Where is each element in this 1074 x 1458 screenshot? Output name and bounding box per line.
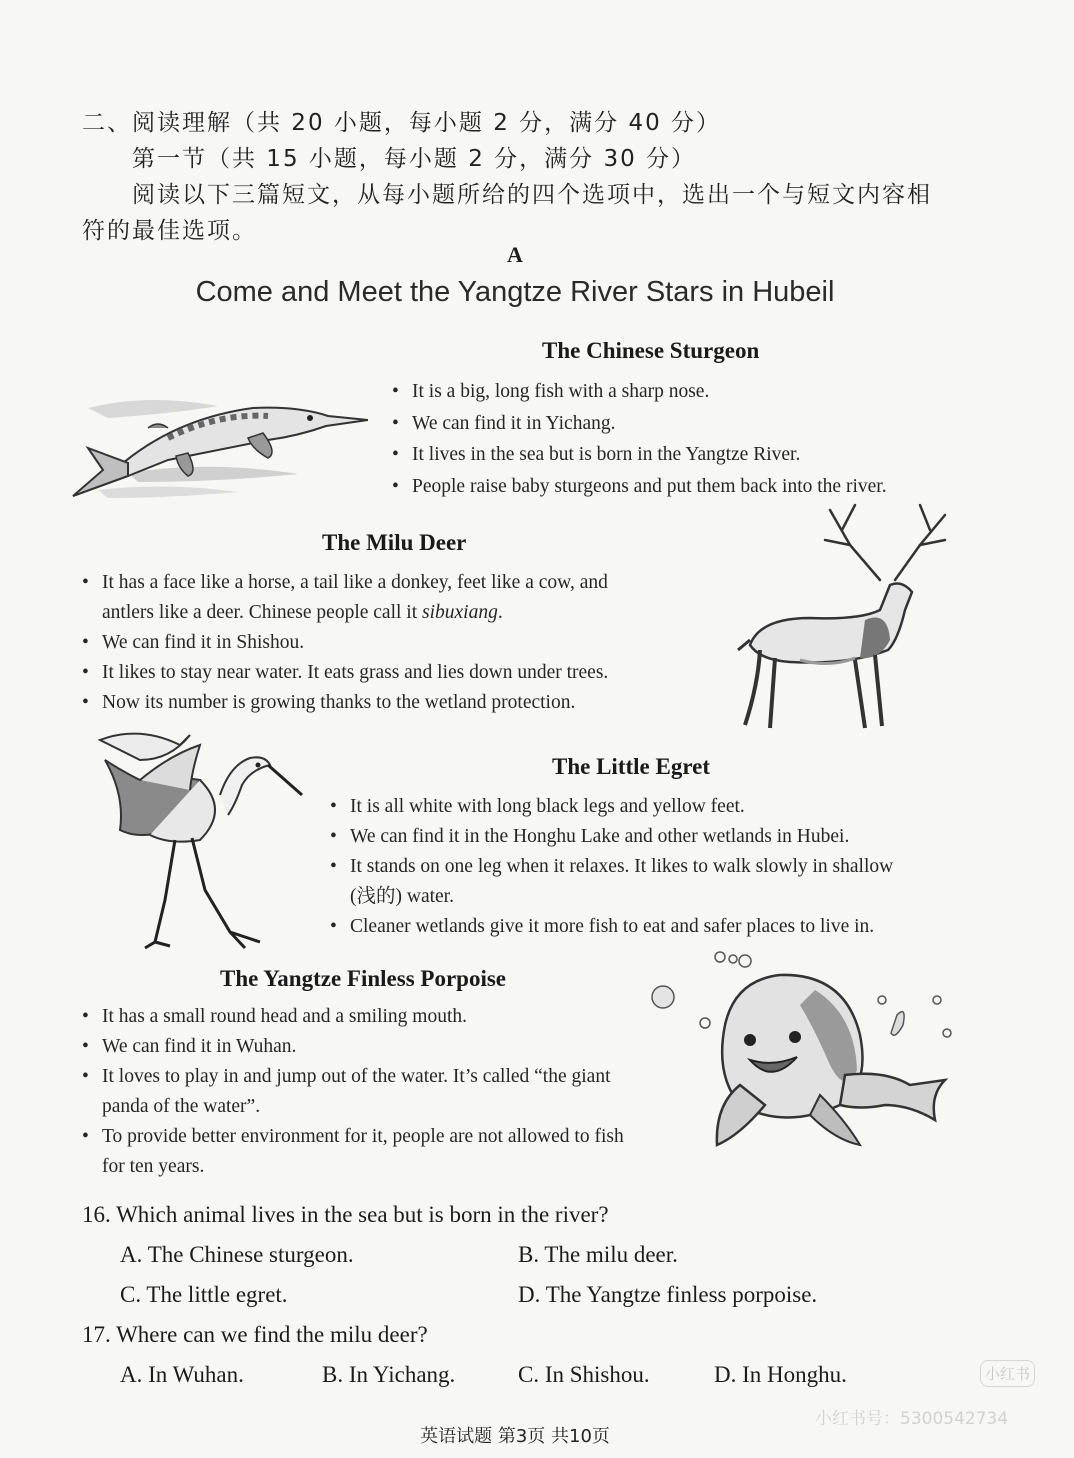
sibuxiang-term: sibuxiang xyxy=(422,602,498,623)
deer-heading: The Milu Deer xyxy=(322,530,467,555)
porpoise-fact-4-line-2: for ten years. xyxy=(102,1156,205,1177)
porpoise-fact-4-line-1: To provide better environment for it, people are not allowed to fish xyxy=(102,1126,624,1147)
question-16-stem: 16. Which animal lives in the sea but is born in the river? xyxy=(82,1202,609,1227)
list-item xyxy=(82,568,722,628)
porpoise-fact-3-line-2: panda of the water”. xyxy=(102,1096,261,1117)
watermark-id: 小红书号：5300542734 xyxy=(815,1409,1009,1429)
list-item: • It is all white with long black legs and yellow feet. xyxy=(330,792,970,822)
part-heading: 二、阅读理解（共 20 小题，每小题 2 分，满分 40 分） xyxy=(82,110,722,136)
porpoise-illustration xyxy=(645,945,960,1165)
list-item xyxy=(330,852,970,912)
egret-illustration xyxy=(80,720,305,960)
egret-fact-3-line-2: (浅的) water. xyxy=(350,886,454,907)
section-heading: 第一节（共 15 小题，每小题 2 分，满分 30 分） xyxy=(132,146,697,172)
egret-heading: The Little Egret xyxy=(552,754,710,779)
list-item: • It lives in the sea but is born in the Yangtze River. xyxy=(392,439,992,471)
sturgeon-facts xyxy=(392,376,992,502)
list-item: • Cleaner wetlands give it more fish to eat and safer places to live in. xyxy=(330,912,970,942)
list-item: • We can find it in Yichang. xyxy=(392,408,992,440)
egret-fact-3-line-1: It stands on one leg when it relaxes. It likes to walk slowly in shallow xyxy=(350,856,894,877)
sturgeon-heading: The Chinese Sturgeon xyxy=(542,338,760,363)
question-16-option-c: C. The little egret. xyxy=(120,1282,288,1307)
question-17-option-c: C. In Shishou. xyxy=(518,1362,650,1387)
passage-title: Come and Meet the Yangtze River Stars in Hubeil xyxy=(195,276,835,308)
question-16-option-a: A. The Chinese sturgeon. xyxy=(120,1242,354,1267)
porpoise-heading: The Yangtze Finless Porpoise xyxy=(220,966,506,991)
list-item: • We can find it in Wuhan. xyxy=(82,1032,682,1062)
page-footer: 英语试题 第3页 共10页 xyxy=(420,1426,610,1447)
passage-letter: A xyxy=(507,242,523,267)
list-item: • We can find it in the Honghu Lake and other wetlands in Hubei. xyxy=(330,822,970,852)
list-item: • It likes to stay near water. It eats grass and lies down under trees. xyxy=(82,658,722,688)
instruction-line-2: 符的最佳选项。 xyxy=(82,218,257,244)
sturgeon-illustration xyxy=(68,378,368,503)
list-item xyxy=(82,1122,682,1182)
question-16-option-b: B. The milu deer. xyxy=(518,1242,678,1267)
question-17-option-d: D. In Honghu. xyxy=(714,1362,847,1387)
instruction-line-1: 阅读以下三篇短文，从每小题所给的四个选项中，选出一个与短文内容相 xyxy=(132,182,932,208)
list-item: • Now its number is growing thanks to the wetland protection. xyxy=(82,688,722,718)
porpoise-fact-3-line-1: It loves to play in and jump out of the water. It’s called “the giant xyxy=(102,1066,611,1087)
list-item: • We can find it in Shishou. xyxy=(82,628,722,658)
list-item: • It has a small round head and a smiling mouth. xyxy=(82,1002,682,1032)
list-item: • It is a big, long fish with a sharp nose. xyxy=(392,376,992,408)
question-17-stem: 17. Where can we find the milu deer? xyxy=(82,1322,428,1347)
porpoise-facts xyxy=(82,1002,682,1182)
list-item: • People raise baby sturgeons and put them back into the river. xyxy=(392,471,992,503)
egret-facts xyxy=(330,792,970,942)
milu-deer-illustration xyxy=(730,500,965,735)
deer-facts xyxy=(82,568,722,718)
question-16-option-d: D. The Yangtze finless porpoise. xyxy=(518,1282,818,1307)
question-17-option-b: B. In Yichang. xyxy=(322,1362,456,1387)
deer-fact-1-end: . xyxy=(497,602,503,623)
deer-fact-1-line-1: It has a face like a horse, a tail like a donkey, feet like a cow, and xyxy=(102,572,608,593)
list-item xyxy=(82,1062,682,1122)
deer-fact-1-line-2: antlers like a deer. Chinese people call it xyxy=(102,602,423,623)
watermark-badge: 小红书 xyxy=(980,1360,1035,1387)
question-17-option-a: A. In Wuhan. xyxy=(120,1362,244,1387)
